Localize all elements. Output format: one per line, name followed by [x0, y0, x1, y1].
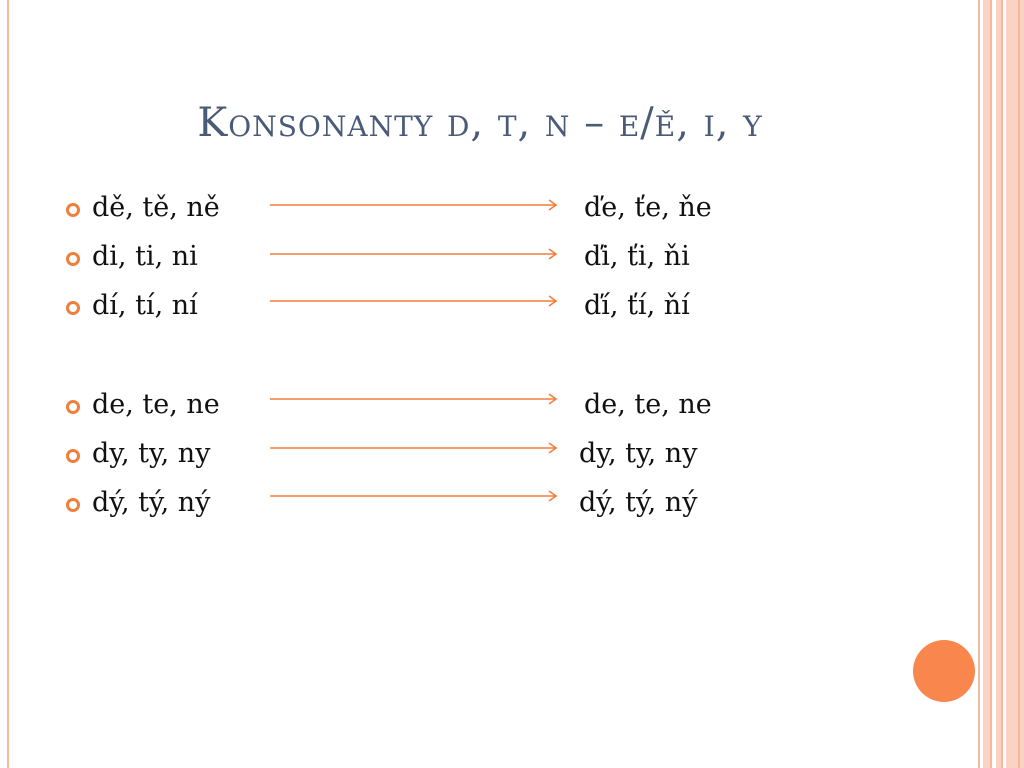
list-item-right-text: dy, ty, ny: [579, 438, 698, 469]
list-item-left-text: dý, tý, ný: [92, 487, 211, 518]
list-item-left-text: di, ti, ni: [92, 241, 198, 272]
list-item: [0, 485, 960, 525]
list-item: [0, 190, 960, 230]
list-item-left-text: dě, tě, ně: [92, 192, 220, 223]
circle-bullet-icon: [66, 301, 80, 315]
right-arrow-icon: [270, 489, 560, 503]
list-item-left-text: dy, ty, ny: [92, 438, 211, 469]
list-item: [0, 436, 960, 476]
circle-bullet-icon: [66, 449, 80, 463]
circle-bullet-icon: [66, 203, 80, 217]
right-arrow-icon: [270, 392, 560, 406]
list-item-right-text: ďe, ťe, ňe: [584, 192, 712, 223]
right-border-stripe: [1001, 0, 1003, 768]
list-item: [0, 288, 960, 328]
circle-bullet-icon: [66, 498, 80, 512]
right-border-stripe: [1006, 0, 1024, 768]
slide-title: Konsonanty d, t, n – e/ě, i, y: [197, 100, 763, 146]
circle-bullet-icon: [66, 252, 80, 266]
right-arrow-icon: [270, 198, 560, 212]
right-border-stripe: [978, 0, 980, 768]
right-arrow-icon: [270, 441, 560, 455]
right-arrow-icon: [270, 247, 560, 261]
decorative-circle: [913, 640, 975, 702]
list-item-right-text: dý, tý, ný: [579, 487, 698, 518]
list-item-right-text: ďi, ťi, ňi: [584, 241, 690, 272]
right-arrow-icon: [270, 294, 560, 308]
right-border-stripe: [1018, 0, 1020, 768]
list-item: [0, 387, 960, 427]
list-item-left-text: dí, tí, ní: [92, 290, 198, 321]
list-item-right-text: de, te, ne: [584, 389, 712, 420]
right-border-stripe: [983, 0, 990, 768]
right-border-stripe: [990, 0, 992, 768]
list-item-right-text: ďí, ťí, ňí: [584, 290, 690, 321]
list-item: [0, 239, 960, 279]
list-item-left-text: de, te, ne: [92, 389, 220, 420]
circle-bullet-icon: [66, 400, 80, 414]
